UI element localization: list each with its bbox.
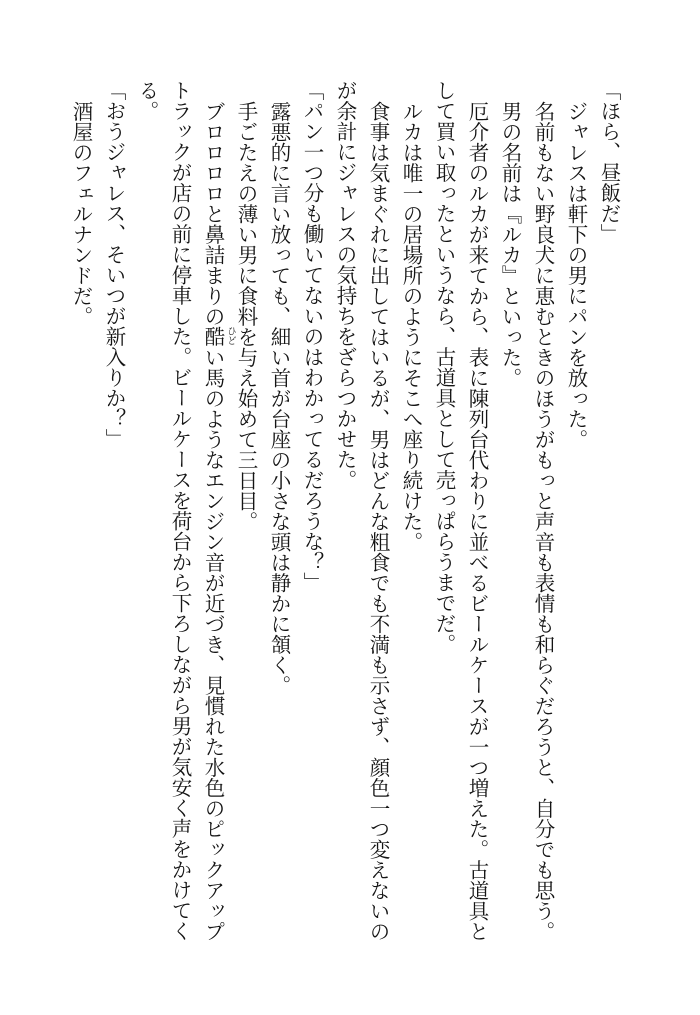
text-column: 名前もない野良犬に恵むときのほうがもっと声音も表情も和らぐだろうと、自分でも思う。 bbox=[531, 100, 555, 941]
ruby-annotation bbox=[201, 326, 236, 347]
text-column: 「おうジャレス、そいつが新入りか？」 bbox=[102, 80, 126, 449]
text-column: ジャレスは軒下の男にパンを放った。 bbox=[564, 100, 588, 449]
text-column: 男の名前は『ルカ』といった。 bbox=[498, 100, 522, 388]
text-column: 手ごたえの薄い男に食料を与え始めて三日目。 bbox=[234, 100, 258, 531]
text-column: 食事は気まぐれに出してはいるが、男はどんな粗食でも不満も示さず、顔色一つ変えないの bbox=[366, 100, 390, 941]
text-column: 厄介者のルカが来てから、表に陳列台代わりに並べるビールケースが一つ増えた。古道具と bbox=[465, 100, 489, 941]
ruby-base: 酷 bbox=[201, 326, 225, 347]
text-segment: い馬のようなエンジン音が近づき、見慣れた水色のピックアップ bbox=[201, 346, 225, 941]
text-column-with-ruby bbox=[196, 80, 236, 955]
text-column: 露悪的に言い放っても、細い首が台座の小さな頭は静かに頷く。 bbox=[267, 100, 291, 695]
text-column: 「パン一つ分も働いてないのはわかってるだろうな？」 bbox=[300, 80, 324, 593]
vertical-text-body bbox=[64, 80, 625, 955]
text-column: して買い取ったというなら、古道具として売っぱらうまでだ。 bbox=[432, 80, 456, 654]
text-column: る。 bbox=[135, 80, 159, 121]
text-column: が余計にジャレスの気持ちをざらつかせた。 bbox=[333, 80, 357, 490]
text-column: ルカは唯一の居場所のようにそこへ座り続けた。 bbox=[399, 100, 423, 552]
ruby-text: ひど bbox=[225, 326, 236, 345]
text-segment: ブロロロロと鼻詰まりの bbox=[201, 100, 225, 326]
text-column: 「ほら、昼飯だ」 bbox=[597, 80, 621, 244]
text-column: 酒屋のフェルナンドだ。 bbox=[69, 100, 93, 326]
text-column: トラックが店の前に停車した。ビールケースを荷台から下ろしながら男が気安く声をかけてく bbox=[168, 80, 192, 941]
